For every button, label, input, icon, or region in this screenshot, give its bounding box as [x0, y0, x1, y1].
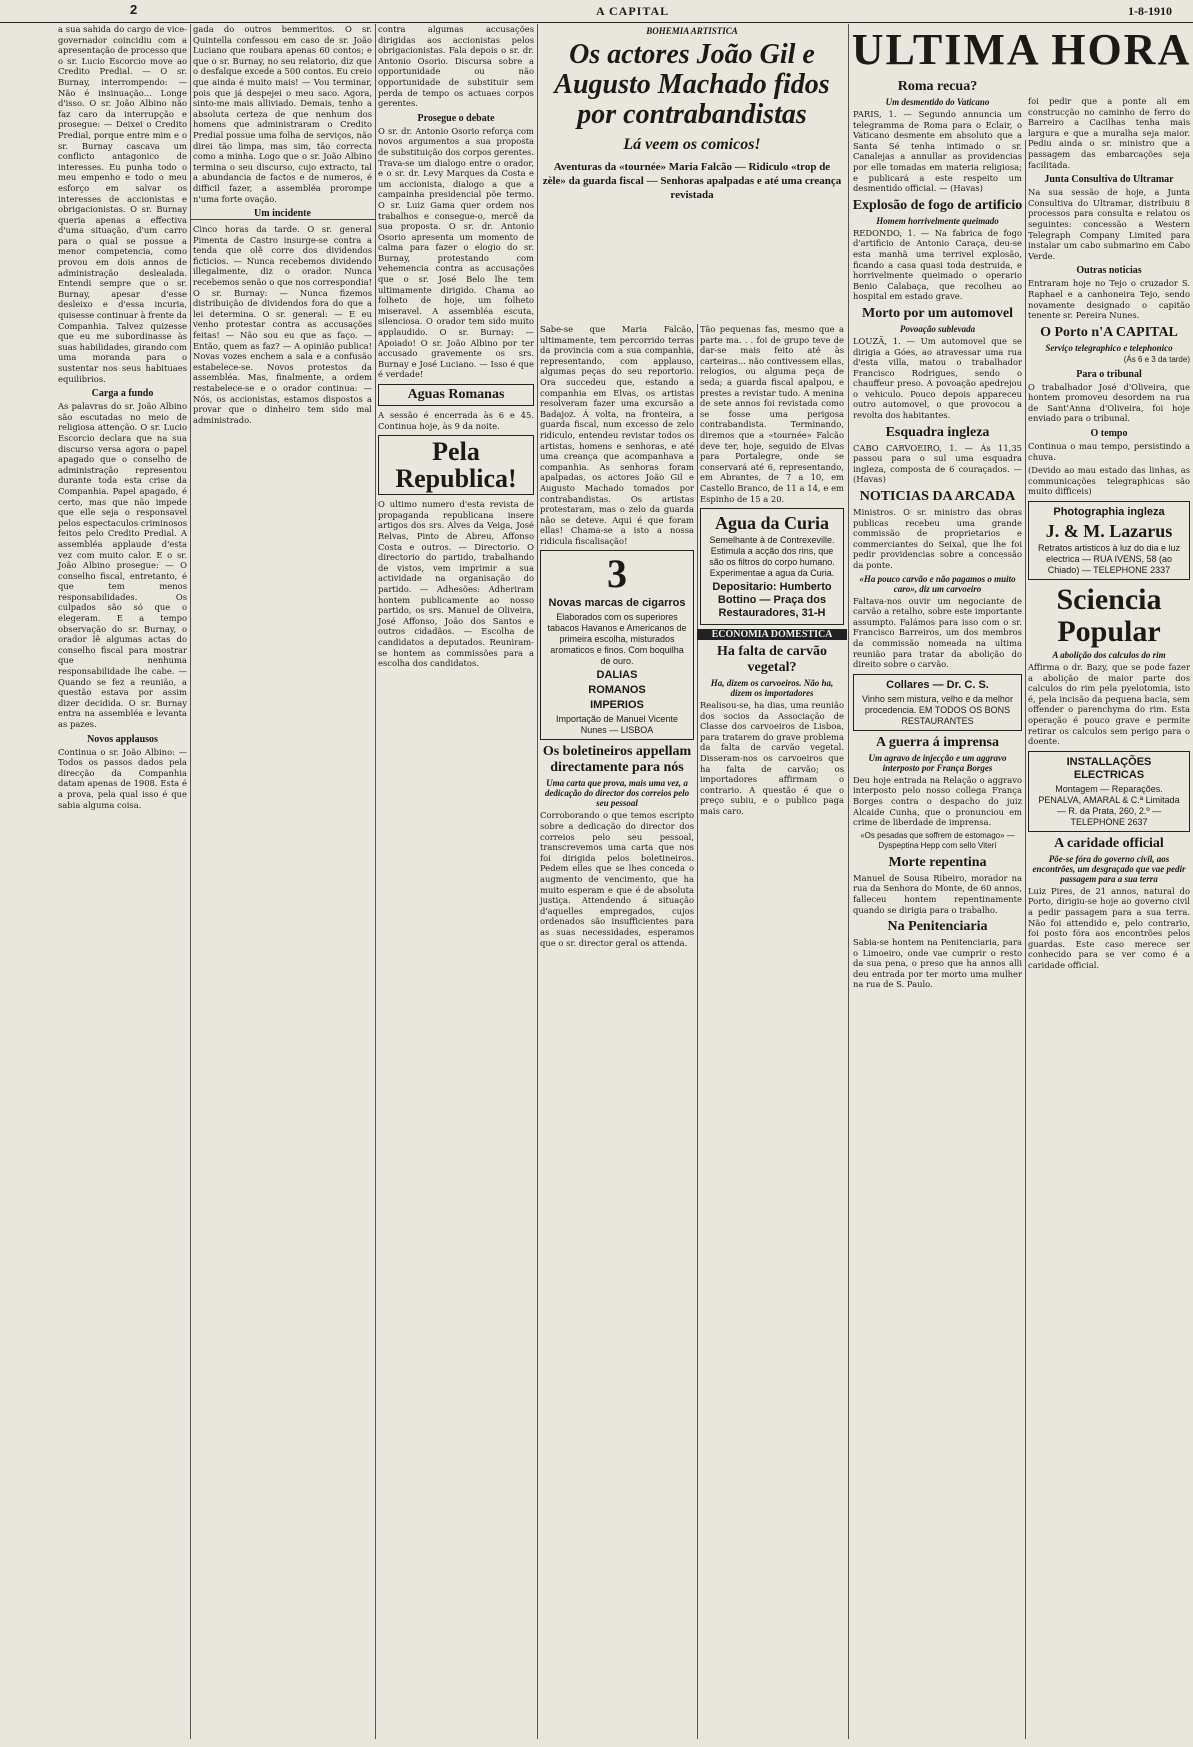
section-title: A caridade official	[1054, 835, 1164, 851]
section-title: Para o tribunal	[1076, 368, 1142, 380]
column-2	[190, 24, 375, 1739]
main-headline: Os actores João Gil e Augusto Machado fidos por contrabandistas	[554, 39, 830, 130]
column-1	[55, 24, 190, 1739]
cigarette-ad	[540, 550, 694, 740]
cigarette-brand: IMPERIOS	[590, 699, 644, 712]
pela-republica-title: Pela Republica!	[378, 435, 534, 495]
column-rule	[848, 24, 849, 1739]
section-title: Esquadra ingleza	[885, 424, 990, 440]
installacoes-ad-title: INSTALLAÇÕES ELECTRICAS	[1066, 755, 1152, 781]
section-subtitle: Serviço telegraphico e telephonico	[1045, 342, 1173, 353]
article-text: REDONDO, 1. — Na fabrica de fogo d'artificio de Antonio Caraça, deu-se esta manhã uma terrivel explosão, ficando a casa quasi toda destruida, e horrivelmente queimado o operario Benio Calabaça, que recolheu ao hospital em estado grave.	[853, 227, 1022, 302]
article-text: gada do outros bemmeritos. O sr. Quintella confessou em caso de sr. João Luciano que roubara apenas 60 contos; e que o sr. Burnay, no seu relatorio, diz que o desfalque excede a 500 contos. Eu creio que ainda é muito mais! — Vou terminar, pois que já despejei o meu saco. Agora, sinto-me mais alliviado. Demais, tenho a absoluta certeza de que nenhum dos homens que administraram o Credito Predial possue uma folha de serviços, não direi tão limpa, mas sim, tão correcta como a minha. Logo que o sr. João Albino termina o seu discurso, cujo extracto, tal a abundancia de factos e de numeros, é difficil fazer, a assembléa prorompe n'uma forte ovação.	[193, 24, 372, 204]
article-text: Cinco horas da tarde. O sr. general Pimenta de Castro insurge-se contra a tenda que olê corre dos dividendos ficticios. — Nunca recebemos dividendo illegalmente, diz o orador. Nunca recebemos senão o que nos correspondia! O sr. Burnay: — Nunca fizemos distribuição de dividendos fora do que a lei determina. O sr. general: — E eu venho protestar contra as accusações feitas! — Não sou eu que as faço. — Então, quem as faz? — A opinião publica! Novas vozes enchem a sala e a confusão estabelece-se. Novos protestos da assembléa. Mas, finalmente, a ordem restabelece-se e o orador continua: — Nós, os accionistas, estamos dispostos a provar que o dinheiro tem sido mal administrado.	[193, 224, 372, 425]
article-text: contra algumas accusações dirigidas aos accionistas pelos obrigacionistas. Fala depois o sr. dr. Antonio Osorio. Discursa sobre a opportunidade ou não opportunidade de substituir sem perda de tempo os actuaes corpos gerentes.	[378, 24, 534, 109]
section-title: Um incidente	[190, 208, 375, 220]
article-text: Ministros. O sr. ministro das obras publicas recebeu uma grande commissão de proprietarios e commerciantes do Seixal, que lhe foi pedir providencias sobre a concessão da ponte.	[853, 507, 1022, 570]
section-subtitle: A abolição dos calculos do rim	[1052, 650, 1166, 661]
article-text: Affirma o dr. Bazy, que se pode fazer a abolição de maior parte dos calculos do rim pela pyelotomia, isto é, pela incisão da pequena bacia, sem offender o parenchyma do rim. Esta operação é pouco grave e permite retirar os calculos sem perigo para o doente.	[1028, 662, 1190, 747]
cigarette-brand: ROMANOS	[588, 684, 646, 697]
issue-date: 1-8-1910	[1128, 4, 1172, 18]
section-banner: ECONOMIA DOMESTICA	[697, 629, 847, 640]
headline-deck: Aventuras da «tournée» Maria Falcão — Ridiculo «trop de zèle» da guarda fiscal — Senhoras apalpadas e até uma creança revistada	[542, 161, 842, 201]
collares-ad-text: Vinho sem mistura, velho e da melhor procedencia. EM TODOS OS BONS RESTAURANTES	[862, 693, 1013, 726]
headline-area	[537, 24, 847, 324]
agua-curia-title: Agua da Curia	[714, 513, 830, 534]
article-text: foi pedir que a ponte ali em construcção no caminho de ferro do Barreiro a Cacilhas tenha mais largura e que a muralha seja maior. Pediu ainda o sr. ministro que a passagem das embarcações seja facilitada.	[1028, 96, 1190, 170]
section-banner: Sciencia Popular	[1056, 583, 1162, 649]
article-text: Continua o sr. João Albino: — Todos os passos dados pela direcção da Companhia datam apenas de 1908. Esta é a prova, pela qual isso é que sabia alguma coisa.	[58, 746, 187, 810]
section-subtitle: Povoação sublevada	[899, 323, 976, 334]
article-text: a sua sahida do cargo de vice-governador coincidiu com a apresentação de processo que o sr. Lucio Escorcio move ao Credito Predial. — O sr. Burnay, interrompendo: — Não é insinuação... Longe d'isso. O sr. João Albino não faz caro da interrupção e prosegue: — Deixei o Credito Predial, porque entre mim e o sr. Burnay cascava um conflicto antagonico de interesses. Eu punha todo o meu empenho e todo o meu esforço em salvar os interesses de accionistas e obrigacionistas. O sr. Burnay queria apenas a effectiva d'uma situação, d'um carro para o qual se possue a menor competencia, como provou em dois annos de administração deslealada. Entendi sempre que o sr. Burnay, apesar d'esse desleixo e d'essa incuria, quisesse continuar à frente da Companhia. Talvez quizesse que eu me subordinasse às suas habilidades, girando com uma moranda para o sustentar nos seus habituaes equilibrios.	[58, 24, 187, 384]
section-subtitle: Homem horrivelmente queimado	[876, 215, 999, 226]
section-subtitle: Um agravo de injecção e um aggravo interposto por França Borges	[868, 752, 1007, 773]
cigarette-brand: DALIAS	[596, 669, 638, 682]
section-subtitle: Põe-se fóra do governo civil, aos encontrões, um desgraçado que vae pedir passagem para a sua terra	[1032, 853, 1186, 884]
section-subtitle: Um desmentido do Vaticano	[885, 97, 990, 107]
section-banner: O Porto n'A CAPITAL	[1040, 324, 1178, 340]
article-text: Manuel de Sousa Ribeiro, morador na rua da Senhora do Monte, de 60 annos, falleceu hontem repentinamente quando se dirigia para o trabalho.	[853, 872, 1022, 915]
ultima-hora-title: ULTIMA HORA	[851, 25, 1192, 74]
column-4	[537, 324, 697, 1739]
section-banner: NOTICIAS DA ARCADA	[859, 489, 1016, 505]
dyspeptina-ad: «Os pesadas que soffrem de estomago» — Dyspeptina Hepp com sello Viterí	[860, 830, 1015, 850]
section-subtitle: «Ha pouco carvão e não pagamos o muito caro», diz um carvoeiro	[859, 573, 1016, 594]
cigarette-ad-text: Elaborados com os superiores tabacos Havanos e Americanos de primeira escolha, misturados aromaticos e finos. Com boquilha de ouro.	[547, 612, 687, 667]
article-text: LOUZÃ, 1. — Um automovel que se dirigia a Góes, ao atravessar uma rua d'esta villa, matou o trabalhador Francisco Rodrigues, sendo o chauffeur preso. A povoação apedrejou o vehiculo. Pouco depois appareceu outro automovel, o que provocou a revolta dos habitantes.	[853, 335, 1022, 421]
cigarette-ad-title: Novas marcas de cigarros	[548, 597, 686, 610]
article-text: Realisou-se, ha dias, uma reunião dos socios da Associação de Classe dos carvoeiros de Lisboa, para tratarem do grave problema da falta de carvão vegetal. Disseram-nos os carvoeiros que ha falta de carvão; os importadores affirmam o contrario. A questão é que o preço subiu, e o publico paga mais caro.	[700, 700, 844, 817]
article-text: Luiz Pires, de 21 annos, natural do Porto, dirigiu-se hoje ao governo civil a pedir passagem para a sua terra. Não foi attendido e, pelo contrario, foi posto fóra aos encontrões pelos guardas. Este caso merece ser conhecido para se ver como é a caridade official.	[1028, 885, 1190, 970]
page-number: 2	[130, 2, 138, 17]
section-title: Ha falta de carvão vegetal?	[716, 644, 828, 676]
section-title: A guerra á imprensa	[875, 734, 999, 750]
article-text: Entraram hoje no Tejo o cruzador S. Raphael e a canhoneira Tejo, sendo novamente designado o capitão tenente sr. Pereira Nunes.	[1028, 278, 1190, 321]
section-title: Outras noticias	[1076, 265, 1142, 277]
collares-ad-title: Collares — Dr. C. S.	[886, 678, 989, 691]
section-title: Explosão de fogo de artificio	[852, 197, 1023, 213]
section-title: Prosegue o debate	[417, 112, 495, 124]
section-title: Junta Consultiva do Ultramar	[1044, 174, 1174, 186]
agua-curia-ad	[700, 508, 844, 625]
section-title: Roma recua?	[897, 79, 978, 94]
agua-curia-text: Semelhante à de Contrexeville. Estimula a acção dos rins, que são os filtros do corpo humano. Experimentae a agua da Curia.	[709, 535, 835, 579]
article-text: Faltava-nos ouvir um negociante de carvão a retalho, sobre este importante assumpto. Falámos para isso com o sr. Francisco Barreiros, um dos membros da commissão nomeada na ultima reunião para tratar da abolição do direito sobre o carvão.	[853, 595, 1022, 670]
article-text: Deu hoje entrada na Relação o aggravo interposto pelo nosso collega França Borges contra o despacho do juiz Alcaide Cunha, que o pronunciou em crime de liberdade de imprensa.	[853, 774, 1022, 828]
cigarette-ad-footer: Importação de Manuel Vicente Nunes — LISBOA	[556, 714, 678, 736]
article-text: Sabe-se que Maria Falcão, ultimamente, tem percorrido terras da provincia com a sua companhia, representando, com applauso, algumas peças do seu reportorio. Ora succedeu que, estando a companhia em Elvas, os artistas resolveram fazer uma excursão a Badajoz. Á volta, na fronteira, a guarda fiscal, num excesso de zelo ridiculo, entendeu revistar todos os artistas, homens e senhoras, e até uma creança que acompanhava a companhia. As senhoras foram apalpadas, os actores João Gil e Augusto Machado tomados por contrabandistas. Os artistas protestaram, mas o zelo da guarda não se deteve. Aqui é que foram ellas! Chama-se a isto a nossa ridicula fiscalisação!	[540, 324, 694, 546]
article-text: Na sua sessão de hoje, a Junta Consultiva do Ultramar, distribuiu 8 processos para consulta e relatou os seguintes: concessão a Western Telegraph Company Limited para instalar um cabo submarino em Cabo Verde.	[1028, 187, 1190, 261]
aguas-romanas-ad: Aguas Romanas	[378, 384, 534, 406]
section-title: Morte repentina	[888, 854, 987, 870]
photographia-ad	[1028, 501, 1190, 580]
article-text: As palavras do sr. João Albino são escutadas no meio de religiosa attenção. O sr. Lucio Escorcio declara que na sua discurso versa agora o papel apagado que o conselho de administração representou durante toda esta crise da Companhia. Papel apagado, é certo, mas que não impede que elle seja o responsavel pelos espectaculos criminosos feitos pelo Credito Predial. A assembléa applaude d'esta vez com muito calor. E o sr. João Albino prosegue: — O conselho fiscal, entretanto, é que tem menos responsabilidades. Os culpados são só que o elegeram. E a tempo observação do sr. Burnay, o orador lê algumas actas do conselho fiscal para mostrar que nenhuma responsabilidade lhe cabe. — Quando se fez a reunião, a questão estava por assim dizer decidida. O sr. Burnay entra na assembléa e levanta as pazes.	[58, 401, 187, 729]
agua-curia-depositario: Depositario: Humberto Bottino — Praça dos Restauradores, 31-H	[712, 581, 832, 620]
headline-sub: Lá veem os comicos!	[623, 136, 761, 153]
article-text: Corroborando o que temos escripto sobre a dedicação do director dos correios pelo seu pessoal, transcrevemos uma carta que nos foi dirigida pelos boletineiros. Pedem elles que se lhes conceda o augmento de vencimento, que ha muito esperam e que é de absoluta justiça. Attendendo á situação d'aquelles empregados, cujos ordenados são insufficientes para as suas necessidades, esperamos que o sr. director geral os attenda.	[540, 810, 694, 948]
article-text: A sessão é encerrada às 6 e 45. Continua hoje, às 9 da noite.	[378, 410, 534, 431]
article-text: Sabia-se hontem na Penitenciaria, para o Limoeiro, onde vae cumprir o resto da sua pena, o preso que ha annos alli deu entrada por ter morto uma mulher na rua de S. Paulo.	[853, 937, 1022, 990]
section-label: BOHEMIA ARTISTICA	[646, 26, 738, 36]
section-subtitle: Uma carta que prova, mais uma vez, a dedicação do director dos correios pelo seu pessoal	[544, 778, 690, 809]
section-title: Carga a fundo	[91, 388, 154, 400]
article-text: CABO CARVOEIRO, 1. — Ás 11,35 passou para o sul uma esquadra ingleza, composta de 6 couraçados. — (Havas)	[853, 442, 1022, 485]
photographia-ad-name: J. & M. Lazarus	[1045, 521, 1173, 542]
installacoes-ad-text: Montagem — Reparações. PENALVA, AMARAL & C.ª Limitada — R. da Prata, 260, 2.º — TELEPHONE 2637	[1038, 783, 1180, 827]
section-title: Morto por um automovel	[862, 305, 1013, 321]
section-title: Novos applausos	[87, 733, 158, 745]
installacoes-ad	[1028, 751, 1190, 832]
cigarette-ad-number: 3	[607, 551, 627, 597]
article-text: Continua o mau tempo, persistindo a chuva.	[1028, 441, 1190, 462]
paper-name: A CAPITAL	[596, 4, 670, 18]
article-text: O trabalhador José d'Oliveira, que hontem promoveu desordem na rua de Sant'Anna d'Oliveira, foi hoje enviado para o tribunal.	[1028, 381, 1190, 424]
article-text: PARIS, 1. — Segundo annuncia um telegramma de Roma para o Eclair, o Vaticano desmente em absoluto que a Santa Sé tenha intimado o sr. Canalejas a annullar as providencias por elle tomadas em materia religiosa; e publicará a este respeito um desmentido official. — (Havas)	[853, 109, 1022, 194]
section-title: O tempo	[1090, 428, 1128, 440]
article-note: (Devido ao mau estado das linhas, as communicações telegraphicas são muito difficeis)	[1028, 465, 1190, 497]
dispatch-time: (Ás 6 e 3 da tarde)	[1123, 354, 1190, 364]
article-text: Tão pequenas fas, mesmo que a parte ma. . . foi de grupo teve de dar-se mais feito até às carteiras... não contivessem ellas, relogios, ou alguma peça de seda; a guarda fiscal apalpou, e prestes a revistar tudo. A menina de sete annos foi revistada como se fosse uma perigosa contrabandista. Terminando, diremos que a «tournée» Falcão deve ter, hoje, seguido de Elvas para Portalegre, onde se conservará até 6, representando, em Abrantes, de 7 a 10, em Castello Branco, de 11 a 14, e em Espinho de 15 a 20.	[700, 324, 845, 504]
section-title: Os boletineiros appellam directamente para nós	[542, 744, 692, 776]
column-7	[1025, 96, 1193, 1739]
section-subtitle: Ha, dizem os carvoeiros. Não ha, dizem os importadores	[710, 678, 834, 699]
column-3	[375, 24, 537, 1739]
photographia-ad-title: Photographia ingleza	[1053, 506, 1165, 519]
section-title: Na Penitenciaria	[887, 919, 988, 935]
page-header	[0, 0, 1193, 23]
photographia-ad-text: Retratos artisticos à luz do dia e luz electrica — RUA IVENS, 58 (ao Chiado) — TELEPHONE 2337	[1037, 543, 1181, 576]
article-text: O sr. dr. Antonio Osorio reforça com novos argumentos a sua proposta de substituição dos corpos gerentes. Trava-se um dialogo entre o orador, e o sr. dr. Levy Marques da Costa e um accionista, dialogo a que a campainha presidencial põe termo. O sr. Luiz Gama quer ordem nos trabalhos e consegue-o, mercê da sua proposta. O sr. dr. Antonio Osorio apresenta um momento de calma para fazer o elogio do sr. Burnay, protestando com vehemencia contra as accusações que o sr. José Belo lhe tem ultimamente dirigido. Chama ao folheto de hoje, um folheto miseravel. A assembléa escuta, silenciosa. O orador tem sido muito applaudido. O sr. Burnay: — Apoiado! O sr. João Albino por ter accusado gravemente os srs. Burnay e José Luciano. — Isso é que é verdade!	[378, 125, 534, 380]
column-5	[697, 324, 847, 1739]
article-text: O ultimo numero d'esta revista de propaganda republicana insere artigos dos srs. Alves da Veiga, José Relvas, Pinto de Abreu, Affonso Costa e outros. — Directorio. O directorio do partido, trabalhando de vistos, vem imprimir a sua actividade na organisação do partido. — Adhesões: Adheriram hontem publicamente ao nosso partido, os srs. Manuel de Oliveira, José Affonso, João dos Santos e outros cidadãos. — Escolha de candidatos a deputados. Reuniram-se hontem as commissões para a escolha dos candidatos.	[378, 499, 534, 669]
collares-ad	[853, 674, 1022, 731]
